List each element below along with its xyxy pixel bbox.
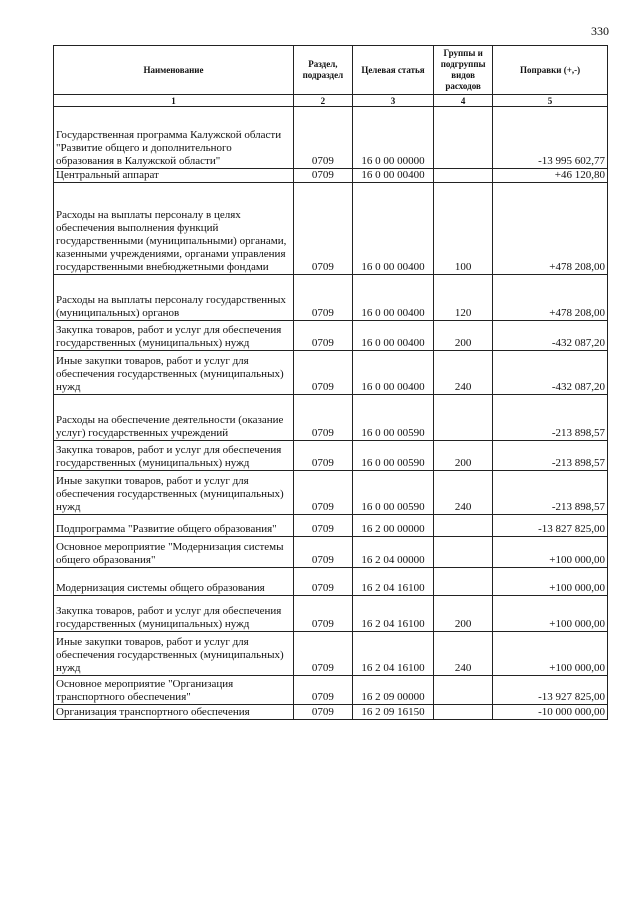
row-article-cell: 16 2 04 16100 <box>352 568 433 596</box>
row-amount-cell: +100 000,00 <box>493 568 608 596</box>
row-amount-cell: +478 208,00 <box>493 275 608 321</box>
table-row <box>54 596 608 632</box>
row-name-cell: Расходы на обеспечение деятельности (оказание услуг) государственных учреждений <box>54 395 294 441</box>
table-row <box>54 705 608 720</box>
table-row <box>54 321 608 351</box>
column-number-row <box>54 95 608 107</box>
row-amount-cell: -13 995 602,77 <box>493 107 608 169</box>
row-article-cell: 16 0 00 00400 <box>352 183 433 275</box>
table-row <box>54 107 608 169</box>
row-name-cell: Закупка товаров, работ и услуг для обеспечения государственных (муниципальных) нужд <box>54 441 294 471</box>
row-article-cell: 16 0 00 00400 <box>352 351 433 395</box>
row-section-cell: 0709 <box>293 705 352 720</box>
row-article-cell: 16 0 00 00590 <box>352 441 433 471</box>
row-section-cell: 0709 <box>293 568 352 596</box>
row-article-cell: 16 0 00 00400 <box>352 275 433 321</box>
row-section-cell: 0709 <box>293 515 352 537</box>
row-article-cell: 16 0 00 00590 <box>352 471 433 515</box>
row-name-cell: Организация транспортного обеспечения <box>54 705 294 720</box>
budget-amendments-table <box>53 45 608 720</box>
column-number: 2 <box>293 95 352 107</box>
row-section-cell: 0709 <box>293 169 352 183</box>
column-number: 5 <box>493 95 608 107</box>
row-article-cell: 16 0 00 00400 <box>352 169 433 183</box>
row-section-cell: 0709 <box>293 275 352 321</box>
row-amount-cell: +100 000,00 <box>493 632 608 676</box>
column-number: 1 <box>54 95 294 107</box>
table-row <box>54 515 608 537</box>
row-article-cell: 16 2 00 00000 <box>352 515 433 537</box>
table-row <box>54 183 608 275</box>
row-section-cell: 0709 <box>293 537 352 568</box>
header-section: Раздел, подраздел <box>293 46 352 95</box>
row-amount-cell: -10 000 000,00 <box>493 705 608 720</box>
row-article-cell: 16 2 04 16100 <box>352 632 433 676</box>
row-name-cell: Иные закупки товаров, работ и услуг для обеспечения государственных (муниципальных) нужд <box>54 471 294 515</box>
table-row <box>54 395 608 441</box>
row-article-cell: 16 2 09 16150 <box>352 705 433 720</box>
row-article-cell: 16 2 09 00000 <box>352 676 433 705</box>
row-article-cell: 16 0 00 00400 <box>352 321 433 351</box>
row-amount-cell: +46 120,80 <box>493 169 608 183</box>
header-groups: Группы и подгруппы видов расходов <box>434 46 493 95</box>
row-section-cell: 0709 <box>293 441 352 471</box>
table-row <box>54 275 608 321</box>
row-name-cell: Основное мероприятие "Организация транспортного обеспечения" <box>54 676 294 705</box>
table-row <box>54 471 608 515</box>
row-article-cell: 16 0 00 00000 <box>352 107 433 169</box>
row-group-cell <box>434 537 493 568</box>
table-row <box>54 537 608 568</box>
row-group-cell <box>434 676 493 705</box>
row-group-cell: 200 <box>434 321 493 351</box>
row-group-cell: 240 <box>434 471 493 515</box>
row-article-cell: 16 2 04 00000 <box>352 537 433 568</box>
row-group-cell <box>434 515 493 537</box>
page-number: 330 <box>591 24 609 38</box>
row-group-cell: 100 <box>434 183 493 275</box>
table-row <box>54 568 608 596</box>
row-amount-cell: -213 898,57 <box>493 395 608 441</box>
row-group-cell: 120 <box>434 275 493 321</box>
row-name-cell: Центральный аппарат <box>54 169 294 183</box>
row-amount-cell: -432 087,20 <box>493 321 608 351</box>
row-name-cell: Иные закупки товаров, работ и услуг для обеспечения государственных (муниципальных) нужд <box>54 632 294 676</box>
row-name-cell: Иные закупки товаров, работ и услуг для обеспечения государственных (муниципальных) нужд <box>54 351 294 395</box>
row-group-cell <box>434 107 493 169</box>
row-section-cell: 0709 <box>293 632 352 676</box>
row-name-cell: Закупка товаров, работ и услуг для обеспечения государственных (муниципальных) нужд <box>54 596 294 632</box>
row-article-cell: 16 0 00 00590 <box>352 395 433 441</box>
row-name-cell: Модернизация системы общего образования <box>54 568 294 596</box>
row-amount-cell: -13 927 825,00 <box>493 676 608 705</box>
row-amount-cell: -213 898,57 <box>493 441 608 471</box>
column-number: 4 <box>434 95 493 107</box>
row-amount-cell: -213 898,57 <box>493 471 608 515</box>
row-amount-cell: -13 827 825,00 <box>493 515 608 537</box>
table-row <box>54 632 608 676</box>
header-amendments: Поправки (+,-) <box>493 46 608 95</box>
table-row <box>54 351 608 395</box>
row-name-cell: Государственная программа Калужской области "Развитие общего и дополнительного образования в Калужской области" <box>54 107 294 169</box>
row-section-cell: 0709 <box>293 395 352 441</box>
column-number: 3 <box>352 95 433 107</box>
row-section-cell: 0709 <box>293 183 352 275</box>
table-row <box>54 169 608 183</box>
header-name: Наименование <box>54 46 294 95</box>
row-section-cell: 0709 <box>293 471 352 515</box>
row-amount-cell: +100 000,00 <box>493 537 608 568</box>
row-name-cell: Подпрограмма "Развитие общего образования" <box>54 515 294 537</box>
row-article-cell: 16 2 04 16100 <box>352 596 433 632</box>
row-name-cell: Расходы на выплаты персоналу государственных (муниципальных) органов <box>54 275 294 321</box>
row-amount-cell: +478 208,00 <box>493 183 608 275</box>
row-amount-cell: +100 000,00 <box>493 596 608 632</box>
row-group-cell: 240 <box>434 351 493 395</box>
row-name-cell: Закупка товаров, работ и услуг для обеспечения государственных (муниципальных) нужд <box>54 321 294 351</box>
row-section-cell: 0709 <box>293 676 352 705</box>
row-group-cell: 200 <box>434 441 493 471</box>
row-section-cell: 0709 <box>293 351 352 395</box>
row-group-cell: 240 <box>434 632 493 676</box>
row-group-cell: 200 <box>434 596 493 632</box>
table-row <box>54 676 608 705</box>
row-group-cell <box>434 169 493 183</box>
row-name-cell: Основное мероприятие "Модернизация системы общего образования" <box>54 537 294 568</box>
row-name-cell: Расходы на выплаты персоналу в целях обеспечения выполнения функций государственными (муниципальными) органами, казенными учреждениями, органами управления государственными внебюджетными фондами <box>54 183 294 275</box>
row-group-cell <box>434 395 493 441</box>
table-header-row <box>54 46 608 95</box>
row-group-cell <box>434 705 493 720</box>
row-section-cell: 0709 <box>293 321 352 351</box>
row-section-cell: 0709 <box>293 107 352 169</box>
table-body <box>54 107 608 720</box>
header-article: Целевая статья <box>352 46 433 95</box>
row-group-cell <box>434 568 493 596</box>
table-row <box>54 441 608 471</box>
row-section-cell: 0709 <box>293 596 352 632</box>
row-amount-cell: -432 087,20 <box>493 351 608 395</box>
